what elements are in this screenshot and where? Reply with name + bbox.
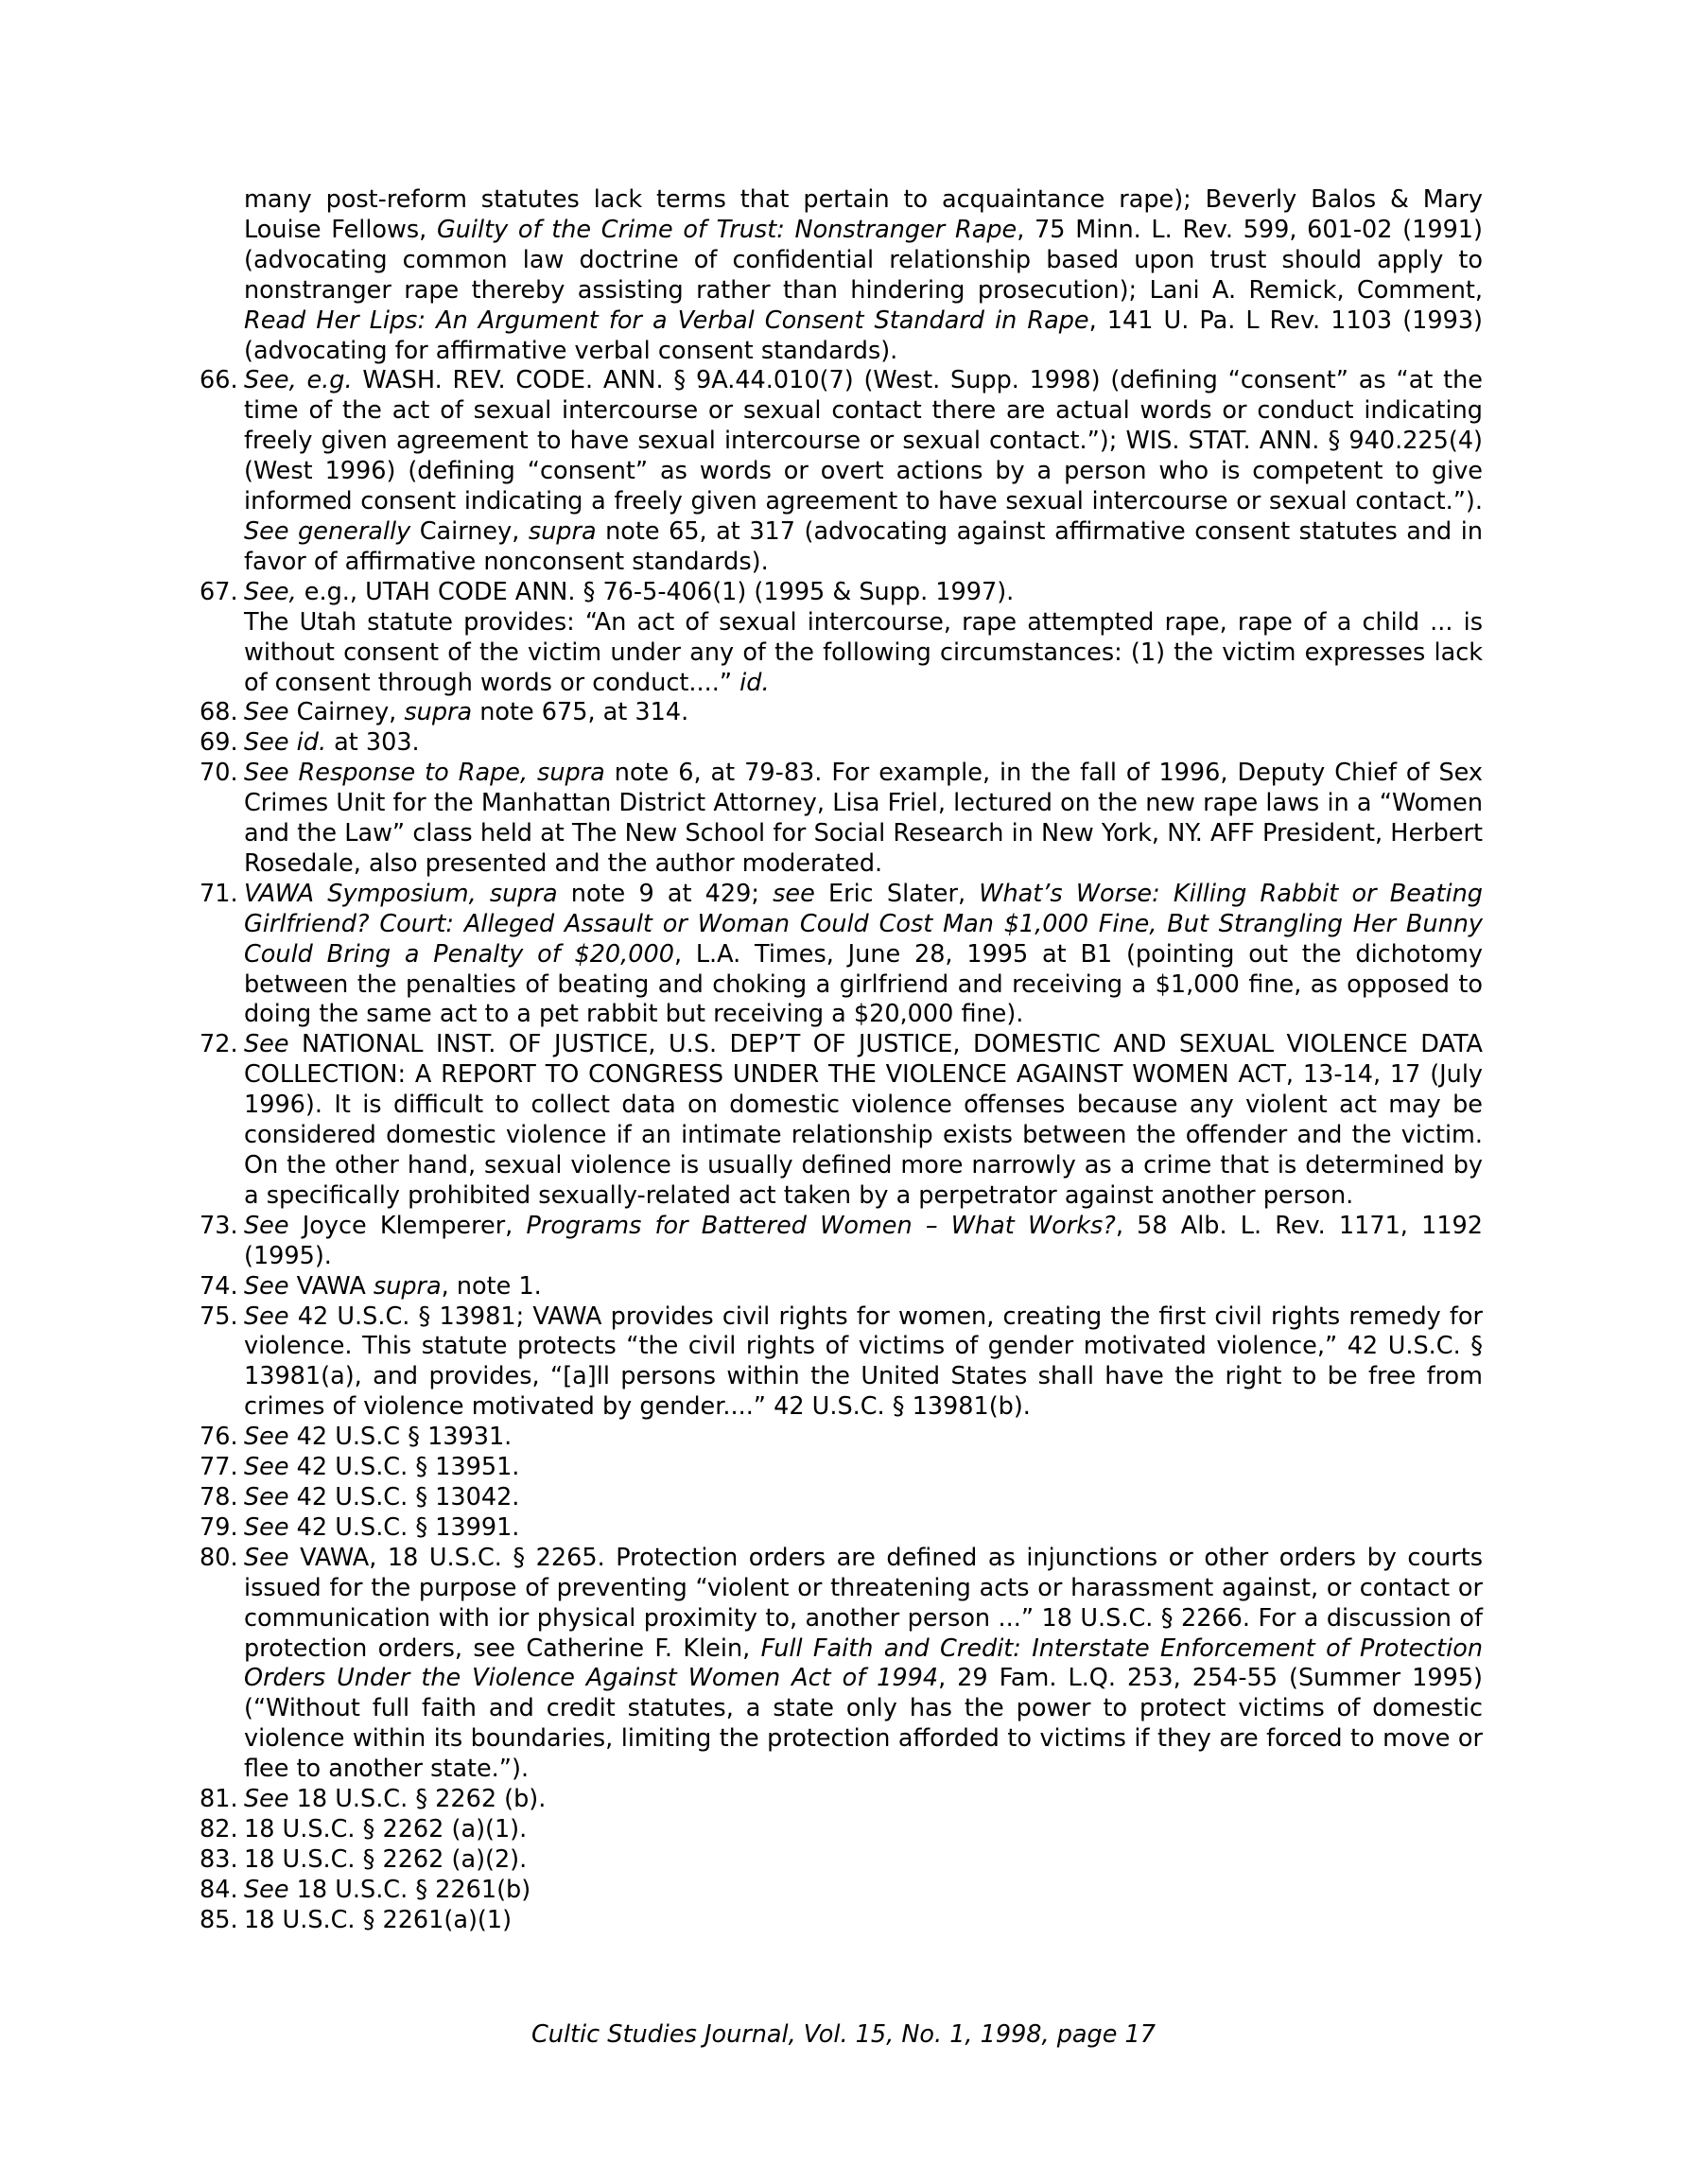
journal-footer: Cultic Studies Journal, Vol. 15, No. 1, 1998, page 17 xyxy=(531,2020,1156,2049)
footnote-text: note 9 at 429; xyxy=(557,879,774,908)
footnote-number: 71. xyxy=(200,879,238,908)
footnote-item xyxy=(200,1513,1483,1544)
footnote-item xyxy=(200,366,1483,577)
footnote-text-italic: See xyxy=(244,1543,289,1572)
footnote-text-italic: see xyxy=(773,879,815,908)
footnote-text-italic: supra xyxy=(404,698,473,727)
footnote-text: VAWA xyxy=(288,1271,374,1301)
footnote-number: 81. xyxy=(200,1785,238,1814)
footnote-text: 18 U.S.C. § 2261(a)(1) xyxy=(244,1905,513,1934)
footnote-text: Cairney, xyxy=(288,698,405,727)
footnote-item xyxy=(200,1906,1483,1936)
footnote-text: many post-reform statutes lack terms that pertain to acquaintance rape); Beverly Balos & Mary Louise Fellows, xyxy=(244,185,1483,244)
footnote-text-italic: See, xyxy=(244,577,297,606)
footnote-text-italic: Read Her Lips: An Argument for a Verbal Consent Standard in Rape xyxy=(244,306,1089,335)
footnote-text: , 141 U. Pa. L Rev. 1103 (1993) (advocating for affirmative verbal consent standards). xyxy=(244,306,1483,365)
footnote-text: 42 U.S.C. § 13951. xyxy=(288,1453,520,1482)
footnote-text-italic: See, e.g. xyxy=(244,366,353,395)
footnote-number: 74. xyxy=(200,1271,238,1301)
footnote-number: 85. xyxy=(200,1905,238,1934)
footnote-item xyxy=(200,880,1483,1031)
footnote-text: , 75 Minn. L. Rev. 599, 601-02 (1991) (advocating common law doctrine of confidential relationship based upon trust should apply to nonstranger rape thereby assisting rather than hindering prosecution); Lani A. Remick, Comment, xyxy=(244,215,1483,305)
footnote-text: note 6, at 79-83. For example, in the fall of 1996, Deputy Chief of Sex Crimes Unit for the Manhattan District Attorney, Lisa Friel, lectured on the new rape laws in a “Women and the Law” class held at The New School for Social Research in New York, NY. AFF President, Herbert Rosedale, also presented and the author moderated. xyxy=(244,759,1483,878)
footnote-text: 18 U.S.C. § 2262 (a)(2). xyxy=(244,1844,528,1874)
footnote-item xyxy=(200,1272,1483,1302)
footnote-text-italic: See xyxy=(244,1423,289,1452)
footnote-item xyxy=(200,728,1483,759)
footnote-number: 83. xyxy=(200,1844,238,1874)
footnote-number: 77. xyxy=(200,1453,238,1482)
footnote-text-italic: What’s Worse: Killing Rabbit or Beating Girlfriend? Court: Alleged Assault or Woman Could Cost Man $1,000 Fine, But Strangling Her Bunny Could Bring a Penalty of $20,000 xyxy=(244,879,1483,969)
footnote-text: VAWA, 18 U.S.C. § 2265. Protection orders are defined as injunctions or other orders by courts issued for the purpose of preventing “violent or threatening acts or harassment against, or contact or communication with ior physical proximity to, another person ...” 18 U.S.C. § 2266. For a discussion of protection orders, see Catherine F. Klein, xyxy=(244,1543,1483,1663)
footnote-text-italic: supra xyxy=(373,1271,442,1301)
footnote-text-italic: See xyxy=(244,1271,289,1301)
footnote-item xyxy=(200,1453,1483,1483)
footnote-text-italic: See xyxy=(244,1030,289,1059)
footnote-item xyxy=(200,1483,1483,1513)
footnote-number: 70. xyxy=(200,759,238,788)
footnote-number: 84. xyxy=(200,1875,238,1904)
footnote-text: Joyce Klemperer, xyxy=(288,1211,527,1240)
footnote-text: 42 U.S.C § 13931. xyxy=(288,1423,513,1452)
footnote-text-italic: See xyxy=(244,1512,289,1542)
footnote-text: , 58 Alb. L. Rev. 1171, 1192 (1995). xyxy=(244,1211,1483,1270)
footnote-text-italic: See xyxy=(244,1302,289,1331)
footnote-text: 18 U.S.C. § 2262 (b). xyxy=(288,1785,547,1814)
footnote-text: at 303. xyxy=(326,728,420,758)
footnote-text: Eric Slater, xyxy=(814,879,980,908)
footnote-text-italic: VAWA Symposium, supra xyxy=(244,879,558,908)
footnote-text-italic: Guilty of the Crime of Trust: Nonstranger Rape xyxy=(437,215,1017,244)
footnote-number: 72. xyxy=(200,1030,238,1059)
footnote-text-italic: supra xyxy=(528,516,597,546)
footnote-item xyxy=(200,1212,1483,1272)
footnote-text: note 65, at 317 (advocating against affirmative consent statutes and in favor of affirmative nonconsent standards). xyxy=(244,516,1483,576)
footnote-text: NATIONAL INST. OF JUSTICE, U.S. DEP’T OF JUSTICE, DOMESTIC AND SEXUAL VIOLENCE DATA COLLECTION: A REPORT TO CONGRESS UNDER THE VIOLENCE AGAINST WOMEN ACT, 13-14, 17 (July 1996). It is difficult to collect data on domestic violence offenses because any violent act may be considered domestic violence if an intimate relationship exists between the offender and the victim. On the other hand, sexual violence is usually defined more narrowly as a crime that is determined by a specifically prohibited sexually-related act taken by a perpetrator against another person. xyxy=(244,1030,1483,1210)
footnote-number: 75. xyxy=(200,1302,238,1331)
footnote-number: 68. xyxy=(200,698,238,727)
footnote-continuation xyxy=(200,185,1483,366)
footnote-item xyxy=(200,698,1483,728)
footnote-text: 18 U.S.C. § 2261(b) xyxy=(288,1875,531,1904)
footnote-text: 18 U.S.C. § 2262 (a)(1). xyxy=(244,1814,528,1843)
footnote-number: 67. xyxy=(200,577,238,606)
footnote-item xyxy=(200,1030,1483,1211)
footnote-item xyxy=(200,578,1483,608)
footnote-number: 79. xyxy=(200,1512,238,1542)
footnote-text-italic: See xyxy=(244,1211,289,1240)
footnote-text-italic: See id. xyxy=(244,728,327,758)
footnote-text-italic: See xyxy=(244,1875,289,1904)
footnote-text-italic: id. xyxy=(739,668,770,697)
footnote-number: 82. xyxy=(200,1814,238,1843)
footnote-text-italic: See xyxy=(244,1453,289,1482)
footnote-text-italic: See xyxy=(244,1785,289,1814)
footnote-text: , 29 Fam. L.Q. 253, 254-55 (Summer 1995) (“Without full faith and credit statutes, a state only has the power to protect victims of domestic violence within its boundaries, limiting the protection afforded to victims if they are forced to move or flee to another state.”). xyxy=(244,1664,1483,1784)
footnote-item xyxy=(200,1423,1483,1453)
footnote-number: 76. xyxy=(200,1423,238,1452)
footnote-text: 42 U.S.C. § 13981; VAWA provides civil rights for women, creating the first civil rights remedy for violence. This statute protects “the civil rights of victims of gender motivated violence,” 42 U.S.C. § 13981(a), and provides, “[a]ll persons within the United States shall have the right to be free from crimes of violence motivated by gender....” 42 U.S.C. § 13981(b). xyxy=(244,1302,1483,1422)
footnote-text: WASH. REV. CODE. ANN. § 9A.44.010(7) (West. Supp. 1998) (defining “consent” as “at the time of the act of sexual intercourse or sexual contact there are actual words or conduct indicating freely given agreement to have sexual intercourse or sexual contact.”); WIS. STAT. ANN. § 940.225(4) (West 1996) (defining “consent” as words or overt actions by a person who is competent to give informed consent indicating a freely given agreement to have sexual intercourse or sexual contact.”). xyxy=(244,366,1483,516)
footnote-number: 73. xyxy=(200,1211,238,1240)
footnote-item xyxy=(200,1785,1483,1815)
footnote-text: The Utah statute provides: “An act of sexual intercourse, rape attempted rape, rape of a child ... is without consent of the victim under any of the following circumstances: (1) the victim expresses lack of consent through words or conduct....” xyxy=(244,607,1483,697)
footnote-text: , L.A. Times, June 28, 1995 at B1 (pointing out the dichotomy between the penalties of beating and choking a girlfriend and receiving a $1,000 fine, as opposed to doing the same act to a pet rabbit but receiving a $20,000 fine). xyxy=(244,939,1483,1029)
footnote-continuation xyxy=(200,608,1483,699)
footnote-text-italic: See generally xyxy=(244,516,411,546)
footnote-text: 42 U.S.C. § 13042. xyxy=(288,1482,520,1511)
footnote-text: 42 U.S.C. § 13991. xyxy=(288,1512,520,1542)
footnote-text: e.g., UTAH CODE ANN. § 76-5-406(1) (1995 & Supp. 1997). xyxy=(296,577,1015,606)
footnotes-list xyxy=(200,185,1483,1936)
footnote-text: note 675, at 314. xyxy=(472,698,689,727)
footnote-text: , note 1. xyxy=(441,1271,542,1301)
footnote-number: 69. xyxy=(200,728,238,758)
footnote-item xyxy=(200,1302,1483,1424)
footnote-item xyxy=(200,1815,1483,1845)
footnote-item xyxy=(200,759,1483,880)
footnote-text-italic: Full Faith and Credit: Interstate Enforcement of Protection Orders Under the Violence Against Women Act of 1994 xyxy=(244,1634,1484,1693)
footnote-number: 80. xyxy=(200,1543,238,1572)
footnote-text-italic: See xyxy=(244,698,289,727)
footnote-item xyxy=(200,1544,1483,1785)
footnote-number: 78. xyxy=(200,1482,238,1511)
footnote-text-italic: See Response to Rape, supra xyxy=(244,759,605,788)
footnote-item xyxy=(200,1876,1483,1906)
footnote-number: 66. xyxy=(200,366,238,395)
footnote-text-italic: Programs for Battered Women – What Works? xyxy=(526,1211,1116,1240)
footnote-item xyxy=(200,1845,1483,1876)
footnote-text-italic: See xyxy=(244,1482,289,1511)
footnote-text: Cairney, xyxy=(410,516,529,546)
